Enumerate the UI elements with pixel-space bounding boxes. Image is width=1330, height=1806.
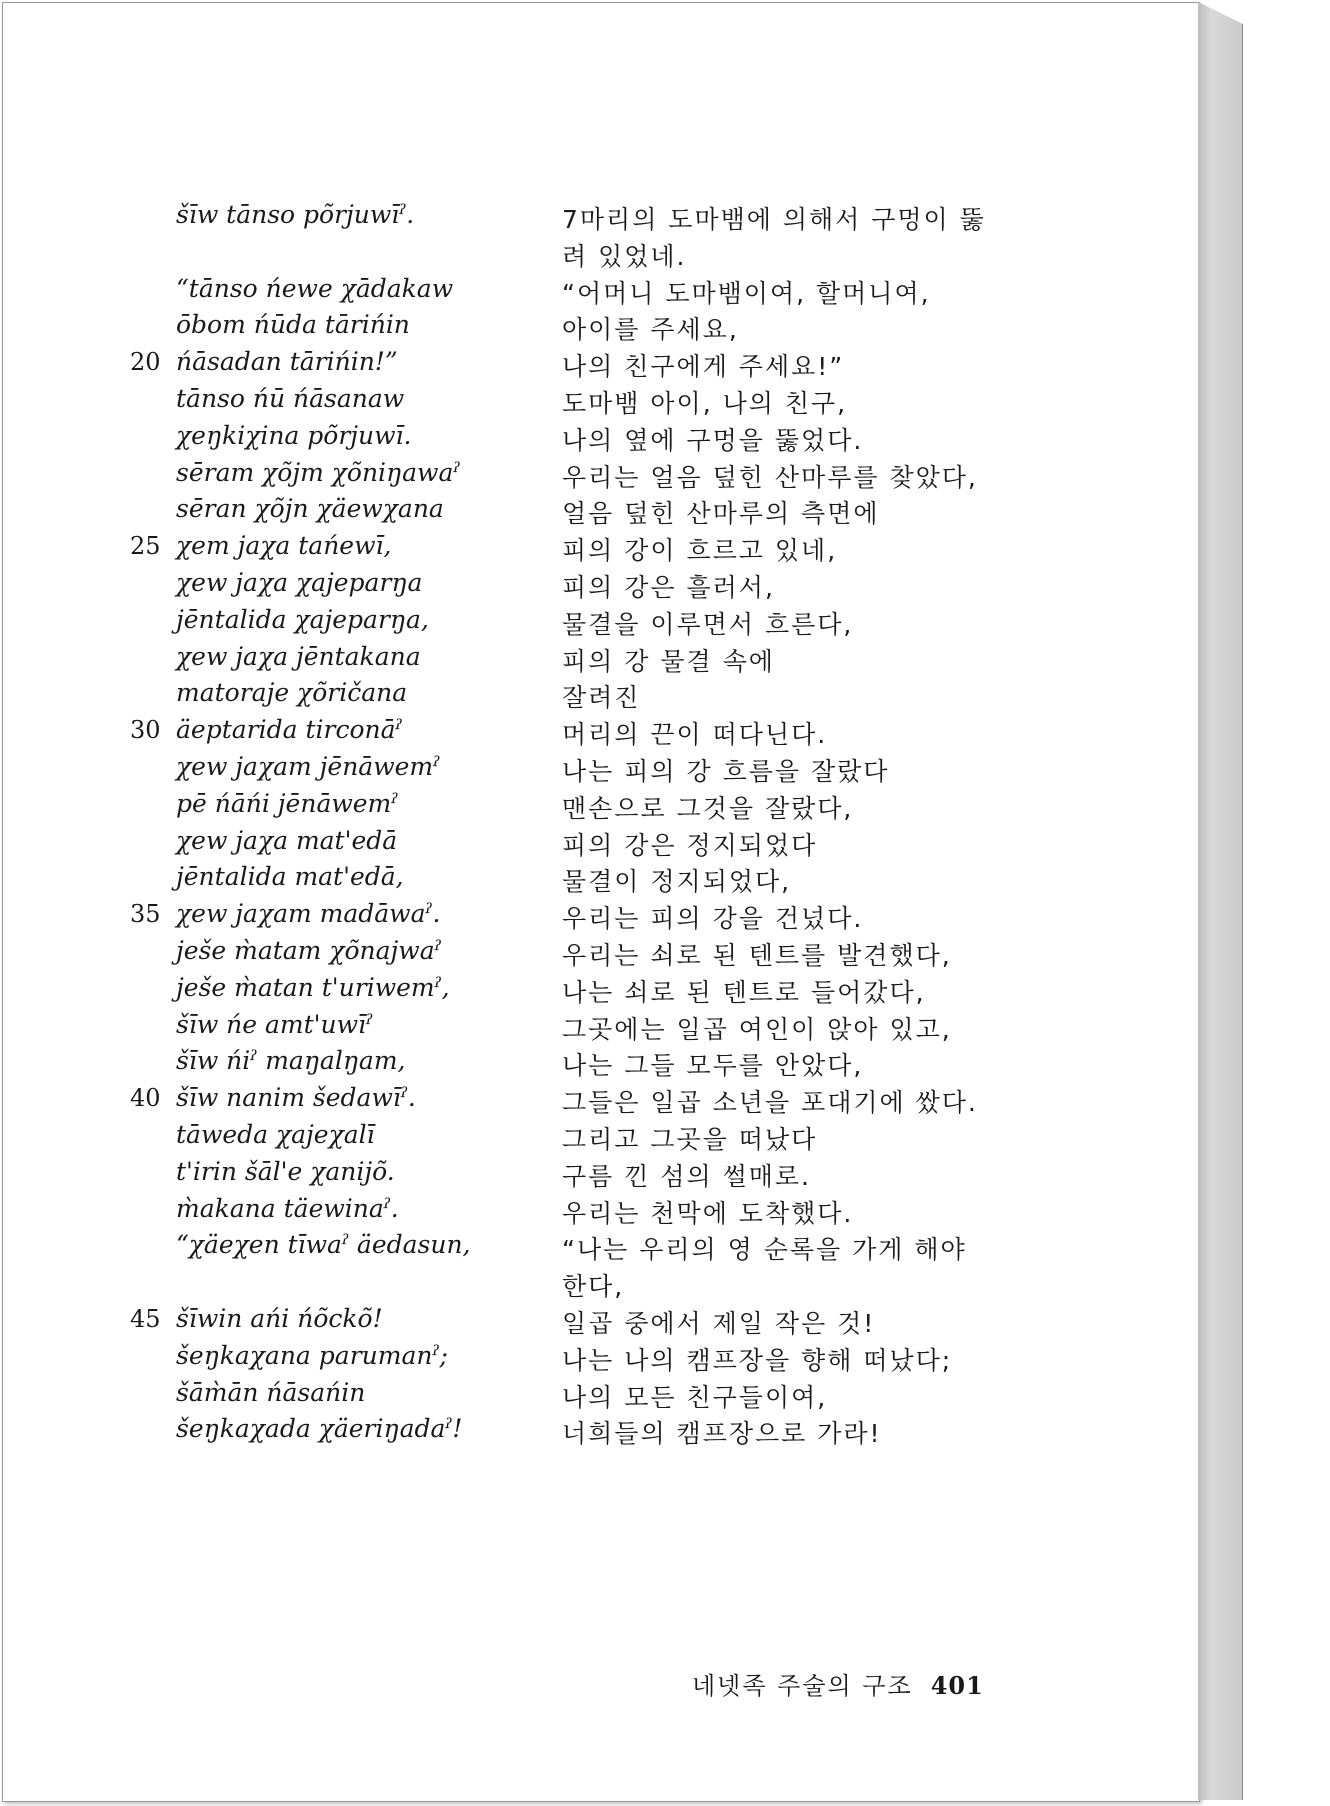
translation-line: 구름 낀 섬의 썰매로. [562,1161,811,1191]
transliteration-line [130,1267,550,1304]
line-number: 25 [130,532,161,561]
running-title: 네넷족 주술의 구조 [692,1672,913,1700]
transliteration-line [130,384,550,421]
transliteration-line [130,274,550,311]
transliteration-text: pē ńāńi jēnāwemˀ [176,788,399,818]
transliteration-text: šīw nanim šedawīˀ. [176,1083,416,1113]
translation-line: 려 있었네. [562,241,687,271]
line-number: 40 [130,1084,161,1113]
transliteration-line [130,605,550,642]
translation-line: 도마뱀 아이, 나의 친구, [562,388,848,418]
transliteration-text: šīw ńe amt'uwīˀ [176,1009,374,1039]
transliteration-text: “tānso ńewe χādakaw [176,273,454,303]
translation-line: 아이를 주세요, [562,315,739,345]
transliteration-line [130,752,550,789]
transliteration-text: χeŋkiχina põrjuwī. [176,420,412,450]
translation-line: 잘려진 [562,683,641,713]
transliteration-line [130,1010,550,1047]
transliteration-text: äeptarida tirconāˀ [176,715,403,745]
transliteration-line [130,1157,550,1194]
transliteration-line [130,642,550,679]
transliteration-text: ōbom ńūda tārińin [176,310,410,340]
transliteration-text: ńāsadan tārińin!” [176,347,398,377]
transliteration-text: tāweda χajeχalī [176,1119,375,1149]
translation-line: 일곱 중에서 제일 작은 것! [562,1308,876,1338]
transliteration-text: m̀akana täewinaˀ. [176,1193,399,1223]
transliteration-line [130,1414,550,1451]
translation-line: 물결이 정지되었다, [562,867,792,897]
transliteration-line [130,715,550,752]
translation-line: 피의 강은 정지되었다 [562,830,818,860]
translation-column [562,200,1032,1451]
transliteration-line [130,678,550,715]
line-number: 20 [130,348,161,377]
page-footer [692,1666,984,1701]
line-number: 30 [130,716,161,745]
translation-line: 피의 강이 흐르고 있네, [562,536,838,566]
translation-line: 나의 모든 친구들이여, [562,1382,828,1412]
transliteration-line [130,1378,550,1415]
transliteration-line [130,862,550,899]
transliteration-text: χew jaχa jēntakana [176,641,421,671]
transliteration-text: šīw tānso põrjuwīˀ. [176,200,415,229]
transliteration-text: šām̀ān ńāsańin [176,1377,366,1407]
transliteration-text: χew jaχam jēnāwemˀ [176,751,441,781]
translation-line: 나의 친구에게 주세요!” [562,352,845,382]
translation-line: 너희들의 캠프장으로 가라! [562,1419,882,1449]
translation-line: “나는 우리의 영 순록을 가게 해야 [562,1235,967,1265]
translation-line: 나는 쇠로 된 텐트로 들어갔다, [562,977,926,1007]
translation-line: 우리는 피의 강을 건넜다. [562,904,864,934]
transliteration-line [130,494,550,531]
transliteration-text: šīwin ańi ńõckõ! [176,1303,383,1333]
transliteration-line [130,1120,550,1157]
transliteration-line [130,826,550,863]
translation-line: 물결을 이루면서 흐른다, [562,609,854,639]
transliteration-text: šeŋkaχada χäeriŋadaˀ! [176,1414,463,1444]
transliteration-text: “χäeχen tīwaˀ äedasun, [176,1230,471,1260]
translation-line: 맨손으로 그것을 잘랐다, [562,793,854,823]
translation-line: 나는 피의 강 흐름을 잘랐다 [562,756,890,786]
translation-line: 나는 나의 캠프장을 향해 떠났다; [562,1345,953,1375]
transliteration-text: ješe m̀atam χõnajwaˀ [176,935,442,965]
transliteration-text: šeŋkaχana parumanˀ; [176,1340,448,1370]
transliteration-line [130,936,550,973]
transliteration-line [130,1304,550,1341]
transliteration-line [130,421,550,458]
transliteration-line [130,237,550,274]
transliteration-line [130,899,550,936]
transliteration-text: sēran χõjn χäewχana [176,494,444,524]
translation-line: 우리는 천막에 도착했다. [562,1198,854,1228]
translation-line: 그곳에는 일곱 여인이 앉아 있고, [562,1014,952,1044]
transliteration-text: jēntalida χajeparŋa, [176,604,429,634]
book-page-edge [1198,2,1243,1800]
transliteration-line [130,1083,550,1120]
transliteration-line [130,1194,550,1231]
translation-line: 나의 옆에 구멍을 뚫었다. [562,425,864,455]
transliteration-text: χew jaχa mat'edā [176,825,398,855]
translation-line: 한다, [562,1272,625,1302]
transliteration-text: ješe m̀atan t'uriwemˀ, [176,972,450,1002]
transliteration-text: t'irin šāl'e χanijõ. [176,1156,395,1186]
transliteration-line [130,531,550,568]
transliteration-line [130,568,550,605]
translation-line: 피의 강 물결 속에 [562,646,775,676]
transliteration-line [130,458,550,495]
transliteration-line [130,973,550,1010]
transliteration-line [130,1046,550,1083]
line-number: 35 [130,900,161,929]
transliteration-line [130,1230,550,1267]
transliteration-text: χew jaχam madāwaˀ. [176,899,441,929]
translation-line: 피의 강은 흘러서, [562,572,775,602]
translation-line: 나는 그들 모두를 안았다, [562,1051,864,1081]
transliteration-text: tānso ńū ńāsanaw [176,383,405,413]
transliteration-text: jēntalida mat'edā, [176,862,404,892]
transliteration-line [130,789,550,826]
transliteration-text: matoraje χõričana [176,678,408,708]
transliteration-text: χem jaχa tańewī, [176,531,392,561]
translation-line: 우리는 쇠로 된 텐트를 발견했다, [562,940,952,970]
translation-line: 그들은 일곱 소년을 포대기에 쌌다. [562,1088,978,1118]
translation-line: “어머니 도마뱀이여, 할머니여, [562,278,931,308]
transliteration-column [130,200,550,1451]
transliteration-text: χew jaχa χajeparŋa [176,567,423,597]
transliteration-line [130,1341,550,1378]
line-number: 45 [130,1304,161,1333]
transliteration-line [130,310,550,347]
page-number: 401 [930,1671,984,1700]
translation-line: 머리의 끈이 떠다닌다. [562,720,828,750]
translation-line: 그리고 그곳을 떠났다 [562,1124,818,1154]
transliteration-line [130,200,550,237]
translation-line: 우리는 얼음 덮힌 산마루를 찾았다, [562,462,978,492]
translation-line: 얼음 덮힌 산마루의 측면에 [562,499,880,529]
transliteration-line [130,347,550,384]
transliteration-text: šīw ńiˀ maŋalŋam, [176,1046,406,1076]
translation-line: 7마리의 도마뱀에 의해서 구멍이 뚫 [562,205,986,234]
transliteration-text: sēram χõjm χõniŋawaˀ [176,457,461,487]
